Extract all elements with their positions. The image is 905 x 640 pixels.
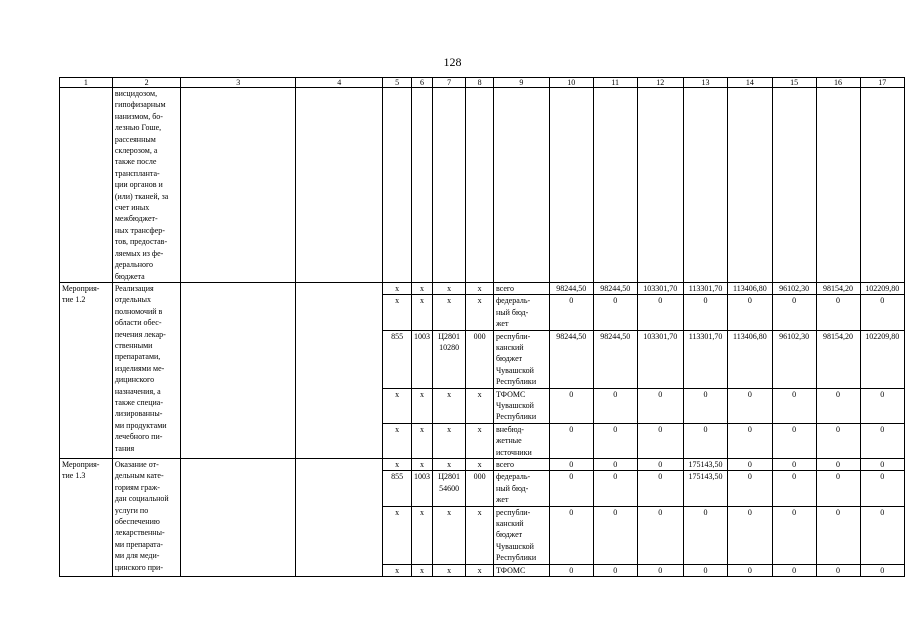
funding-source	[493, 330, 549, 388]
column-number: 3	[181, 78, 296, 88]
measure-description-line: счет иных	[114, 203, 150, 213]
code-expense-type: x	[466, 282, 494, 294]
amount-value: 0	[593, 459, 637, 471]
code-section: 1003	[411, 471, 432, 506]
amount-value: 98154,20	[816, 282, 860, 294]
amount-value: 0	[772, 295, 816, 330]
measure-name-line: Мероприя-	[62, 460, 100, 469]
funding-source-line: Республики	[495, 553, 537, 563]
measure-description-line: области обес-	[114, 318, 162, 328]
amount-value: 0	[728, 506, 772, 564]
funding-source-line: ТФОМС	[495, 565, 526, 575]
empty-cell	[637, 88, 683, 283]
amount-value: 0	[549, 388, 593, 423]
amount-value: 0	[728, 471, 772, 506]
funding-source-line: всего	[495, 460, 514, 469]
code-section: x	[411, 564, 432, 576]
measure-name-line: тие 1.3	[62, 471, 86, 481]
amount-value: 0	[637, 459, 683, 471]
empty-cell	[493, 88, 549, 283]
code-expense-type: x	[466, 423, 494, 458]
funding-source-line: источники	[495, 447, 532, 457]
code-target	[432, 471, 465, 506]
amount-value: 0	[728, 459, 772, 471]
measure-description-line: лекарственны-	[114, 528, 165, 538]
measure-description-line: межбюджет-	[114, 214, 158, 224]
code-target: x	[432, 295, 465, 330]
measure-description-line: ми продуктами	[114, 420, 167, 430]
measure-description-line: печения лекар-	[114, 329, 166, 339]
amount-value: 0	[549, 459, 593, 471]
amount-value: 0	[772, 459, 816, 471]
empty-cell	[181, 88, 296, 283]
funding-source-line: республи-	[495, 331, 531, 341]
funding-source-line: канский	[495, 519, 524, 529]
funding-source	[493, 564, 549, 576]
column-number: 16	[816, 78, 860, 88]
code-expense-type: x	[466, 295, 494, 330]
measure-description-line: (или) тканей, за	[114, 191, 169, 201]
amount-value: 0	[816, 423, 860, 458]
amount-value: 0	[683, 506, 727, 564]
code-target	[432, 330, 465, 388]
amount-value: 0	[860, 506, 904, 564]
code-expense-type: x	[466, 459, 494, 471]
code-expense-type: 000	[466, 471, 494, 506]
measure-description-line: ми препарата-	[114, 539, 163, 549]
empty-cell	[432, 88, 465, 283]
code-target: x	[432, 282, 465, 294]
code-grbs: x	[383, 282, 412, 294]
empty-cell	[296, 282, 383, 458]
amount-value: 0	[816, 564, 860, 576]
column-number-row	[60, 78, 905, 88]
column-number: 5	[383, 78, 412, 88]
table-body	[60, 78, 905, 577]
measure-description-line: услуги по	[114, 505, 149, 515]
amount-value: 0	[549, 506, 593, 564]
amount-value: 0	[683, 295, 727, 330]
code-target-value: Ц2801	[438, 472, 460, 482]
code-target: x	[432, 506, 465, 564]
measure-name	[60, 459, 113, 577]
measure-description-line: ми для меди-	[114, 551, 160, 561]
funding-source-line: бюджет	[495, 530, 523, 540]
funding-source-line: жет	[495, 319, 509, 329]
measure-description-line: дерального	[114, 260, 154, 270]
measure-description	[112, 88, 181, 283]
column-number: 10	[549, 78, 593, 88]
empty-cell	[411, 88, 432, 283]
column-number: 2	[112, 78, 181, 88]
amount-value: 0	[593, 295, 637, 330]
measure-description-line: Реализация	[114, 283, 154, 293]
measure-description-line: рассеянным	[114, 134, 156, 144]
amount-value: 103301,70	[637, 330, 683, 388]
funding-source-line: жетные	[495, 436, 522, 446]
code-section: x	[411, 295, 432, 330]
amount-value: 98244,50	[593, 330, 637, 388]
amount-value: 0	[816, 388, 860, 423]
measure-description-line: изделиями ме-	[114, 363, 165, 373]
measure-description-line: ции органов и	[114, 180, 163, 190]
empty-cell	[181, 282, 296, 458]
empty-cell	[860, 88, 904, 283]
amount-value: 0	[772, 423, 816, 458]
table-row	[60, 282, 905, 294]
measure-description-line: лечебного пи-	[114, 432, 163, 442]
funding-source	[493, 423, 549, 458]
amount-value: 0	[728, 388, 772, 423]
funding-source-line: ный бюд-	[495, 307, 529, 317]
measure-description-line: тания	[114, 443, 135, 453]
measure-description-line: назначения, а	[114, 386, 161, 396]
amount-value: 0	[816, 459, 860, 471]
amount-value: 0	[549, 471, 593, 506]
amount-value: 0	[728, 423, 772, 458]
amount-value: 98154,20	[816, 330, 860, 388]
measure-name-line: Мероприя-	[62, 283, 100, 293]
amount-value: 175143,50	[683, 471, 727, 506]
code-section: x	[411, 506, 432, 564]
amount-value: 0	[593, 564, 637, 576]
amount-value: 113301,70	[683, 330, 727, 388]
amount-value: 0	[772, 564, 816, 576]
code-target: x	[432, 459, 465, 471]
code-grbs: x	[383, 388, 412, 423]
amount-value: 102209,80	[860, 330, 904, 388]
measure-description-line: дан социальной	[114, 494, 169, 504]
page-number: 128	[443, 55, 462, 69]
column-number: 11	[593, 78, 637, 88]
measure-description-line: отдельных	[114, 295, 152, 305]
amount-value: 175143,50	[683, 459, 727, 471]
amount-value: 0	[728, 295, 772, 330]
continuation-row	[60, 88, 905, 283]
empty-cell	[549, 88, 593, 283]
code-section: 1003	[411, 330, 432, 388]
code-expense-type: 000	[466, 330, 494, 388]
funding-source-line: федераль-	[495, 296, 531, 306]
measure-description-line: ляемых из фе-	[114, 248, 164, 258]
code-section: x	[411, 282, 432, 294]
funding-source-line: Чувашской	[495, 400, 534, 410]
empty-cell	[296, 459, 383, 577]
amount-value: 103301,70	[637, 282, 683, 294]
code-target-value: 54600	[439, 483, 460, 493]
budget-table	[59, 77, 905, 577]
amount-value: 0	[772, 471, 816, 506]
amount-value: 0	[860, 471, 904, 506]
column-number: 8	[466, 78, 494, 88]
amount-value: 0	[637, 564, 683, 576]
code-target: x	[432, 388, 465, 423]
column-number: 9	[493, 78, 549, 88]
measure-description-line: тов, предостав-	[114, 237, 168, 247]
amount-value: 0	[860, 388, 904, 423]
measure-description-line: нанизмом, бо-	[114, 111, 163, 121]
measure-name	[60, 282, 113, 458]
amount-value: 0	[549, 564, 593, 576]
column-number: 12	[637, 78, 683, 88]
funding-source-line: канский	[495, 342, 524, 352]
empty-cell	[181, 459, 296, 577]
funding-source-line: внебюд-	[495, 424, 524, 434]
column-number: 6	[411, 78, 432, 88]
measure-name-line: тие 1.2	[62, 295, 86, 305]
amount-value: 0	[593, 506, 637, 564]
amount-value: 0	[816, 471, 860, 506]
code-section: x	[411, 423, 432, 458]
empty-cell	[772, 88, 816, 283]
measure-description-line: бюджета	[114, 271, 145, 281]
amount-value: 0	[593, 388, 637, 423]
code-grbs: 855	[383, 471, 412, 506]
funding-source	[493, 388, 549, 423]
amount-value: 0	[593, 423, 637, 458]
column-number: 4	[296, 78, 383, 88]
measure-description-line: препаратами,	[114, 352, 161, 362]
code-section: x	[411, 388, 432, 423]
amount-value: 0	[860, 459, 904, 471]
measure-description	[112, 459, 181, 577]
column-number: 14	[728, 78, 772, 88]
code-section: x	[411, 459, 432, 471]
amount-value: 113406,80	[728, 330, 772, 388]
funding-source-line: Чувашской	[495, 365, 534, 375]
funding-source-line: республи-	[495, 507, 531, 517]
code-grbs: x	[383, 459, 412, 471]
funding-source-line: федераль-	[495, 472, 531, 482]
funding-source-line: Республики	[495, 377, 537, 387]
measure-description-line: дельным кате-	[114, 471, 164, 481]
measure-description-line: склерозом, а	[114, 146, 158, 156]
amount-value: 113301,70	[683, 282, 727, 294]
measure-description	[112, 282, 181, 458]
funding-source	[493, 295, 549, 330]
measure-description-line: дицинского	[114, 375, 155, 385]
funding-source-line: ТФОМС	[495, 389, 526, 399]
funding-source-line: всего	[495, 283, 514, 293]
amount-value: 0	[816, 295, 860, 330]
funding-source	[493, 471, 549, 506]
amount-value: 0	[593, 471, 637, 506]
amount-value: 0	[860, 423, 904, 458]
funding-source-line: Республики	[495, 412, 537, 422]
code-expense-type: x	[466, 564, 494, 576]
code-grbs: x	[383, 564, 412, 576]
measure-description-line: лезнью Гоше,	[114, 123, 162, 133]
amount-value: 96102,30	[772, 330, 816, 388]
amount-value: 0	[683, 564, 727, 576]
empty-cell	[683, 88, 727, 283]
column-number: 1	[60, 78, 113, 88]
measure-description-line: также после	[114, 157, 157, 167]
empty-cell	[728, 88, 772, 283]
measure-description-line: ных трансфер-	[114, 225, 165, 235]
measure-description-line: лизированны-	[114, 409, 163, 419]
amount-value: 0	[683, 423, 727, 458]
amount-value: 0	[860, 295, 904, 330]
amount-value: 102209,80	[860, 282, 904, 294]
funding-source	[493, 506, 549, 564]
code-grbs: x	[383, 295, 412, 330]
amount-value: 98244,50	[549, 282, 593, 294]
measure-description-line: Оказание от-	[114, 460, 159, 469]
amount-value: 0	[637, 423, 683, 458]
code-target: x	[432, 564, 465, 576]
column-number: 17	[860, 78, 904, 88]
row-name	[60, 88, 113, 283]
amount-value: 0	[637, 295, 683, 330]
amount-value: 0	[549, 423, 593, 458]
amount-value: 0	[728, 564, 772, 576]
measure-description-line: обеспечению	[114, 517, 160, 527]
amount-value: 0	[772, 506, 816, 564]
code-grbs: 855	[383, 330, 412, 388]
code-target-value: 10280	[439, 342, 460, 352]
measure-description-line: ственными	[114, 340, 153, 350]
column-number: 13	[683, 78, 727, 88]
code-target: x	[432, 423, 465, 458]
empty-cell	[383, 88, 412, 283]
amount-value: 0	[637, 506, 683, 564]
funding-source	[493, 459, 549, 471]
code-expense-type: x	[466, 506, 494, 564]
empty-cell	[466, 88, 494, 283]
amount-value: 0	[683, 388, 727, 423]
measure-description-line: полномочий в	[114, 306, 163, 316]
funding-source-line: бюджет	[495, 354, 523, 364]
code-expense-type: x	[466, 388, 494, 423]
empty-cell	[296, 88, 383, 283]
code-target-value: Ц2801	[438, 331, 460, 341]
amount-value: 0	[637, 388, 683, 423]
measure-description-line: гипофизарным	[114, 100, 166, 110]
funding-source-line: ный бюд-	[495, 483, 529, 493]
funding-source-line: Чувашской	[495, 541, 534, 551]
code-grbs: x	[383, 423, 412, 458]
funding-source	[493, 282, 549, 294]
column-number: 15	[772, 78, 816, 88]
amount-value: 0	[549, 295, 593, 330]
amount-value: 0	[637, 471, 683, 506]
empty-cell	[593, 88, 637, 283]
amount-value: 0	[860, 564, 904, 576]
measure-description-line: гориям граж-	[114, 482, 160, 492]
table-row	[60, 459, 905, 471]
measure-description-line: цинского при-	[114, 562, 163, 572]
amount-value: 98244,50	[593, 282, 637, 294]
amount-value: 98244,50	[549, 330, 593, 388]
measure-description-line: висцидозом,	[114, 89, 158, 98]
column-number: 7	[432, 78, 465, 88]
amount-value: 96102,30	[772, 282, 816, 294]
amount-value: 0	[772, 388, 816, 423]
amount-value: 113406,80	[728, 282, 772, 294]
amount-value: 0	[816, 506, 860, 564]
code-grbs: x	[383, 506, 412, 564]
measure-description-line: транспланта-	[114, 168, 160, 178]
empty-cell	[816, 88, 860, 283]
measure-description-line: также специа-	[114, 397, 163, 407]
funding-source-line: жет	[495, 495, 509, 505]
